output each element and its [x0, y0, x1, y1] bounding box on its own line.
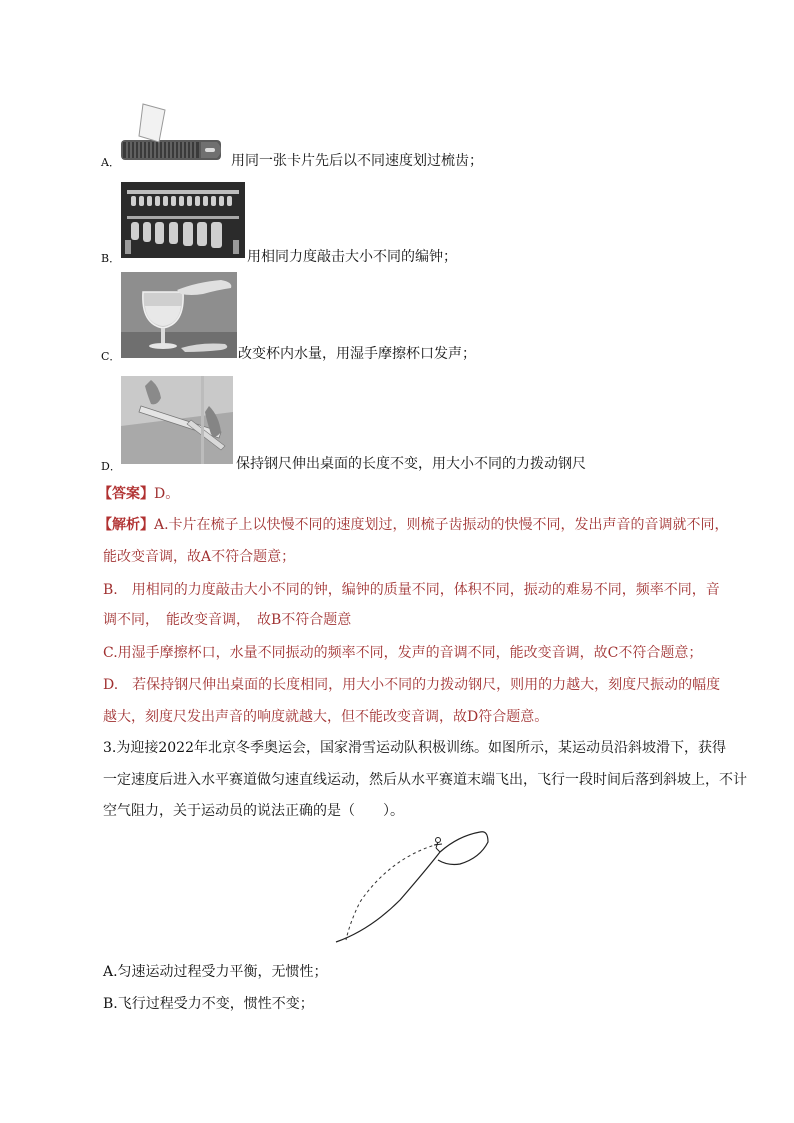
option-a-text: 用同一张卡片先后以不同速度划过梳齿；	[231, 153, 483, 169]
option-d-letter: D．	[101, 460, 121, 473]
analysis-tag: 【解析】	[98, 517, 154, 533]
analysis-d-line1: D. 若保持钢尺伸出桌面的长度相同，用大小不同的力拨动钢尺，则用的力越大，刻度尺振动的幅度	[103, 677, 721, 693]
analysis-b-line1: B. 用相同的力度敲击大小不同的钟，编钟的质量不同，体积不同，振动的难易不同，频率不同，音	[103, 582, 720, 598]
question3-line1: 3.为迎接2022年北京冬季奥运会，国家滑雪运动队积极训练。如图所示，某运动员沿斜坡滑下，获得	[103, 740, 726, 756]
analysis-b-line2: 调不同， 能改变音调， 故B不符合题意	[103, 612, 352, 628]
analysis-d-line2: 越大，刻度尺发出声音的响度就越大，但不能改变音调，故D符合题意。	[103, 709, 549, 725]
ski-jump-trajectory-icon	[330, 830, 490, 946]
analysis-a-line2: 能改变音调，故A不符合题意；	[103, 549, 296, 565]
option-a-letter: A．	[101, 156, 120, 169]
wine-glass-icon	[121, 272, 237, 358]
question3-choice-a: A.匀速运动过程受力平衡，无惯性；	[103, 964, 328, 980]
answer-tag: 【答案】	[98, 486, 154, 502]
analysis-a-line1	[98, 515, 729, 535]
question3-choice-b: B.飞行过程受力不变，惯性不变；	[103, 996, 314, 1012]
steel-ruler-icon	[121, 376, 233, 464]
chime-bells-icon	[121, 182, 245, 258]
option-b-letter: B．	[101, 252, 121, 265]
analysis-a-text1: A.卡片在梳子上以快慢不同的速度划过，则梳子齿振动的快慢不同，发出声音的音调就不同，	[154, 517, 729, 533]
option-c-letter: C．	[101, 350, 121, 363]
question3-line3: 空气阻力，关于运动员的说法正确的是（ ）。	[103, 803, 404, 819]
option-b-text: 用相同力度敲击大小不同的编钟；	[247, 249, 457, 265]
option-d-text: 保持钢尺伸出桌面的长度不变，用大小不同的力拨动钢尺	[236, 456, 586, 472]
question3-line2: 一定速度后进入水平赛道做匀速直线运动，然后从水平赛道末端飞出，飞行一段时间后落到斜坡上，不计	[103, 772, 747, 788]
option-c-text: 改变杯内水量，用湿手摩擦杯口发声；	[238, 346, 476, 362]
answer-value: D。	[154, 486, 180, 502]
answer-line	[98, 484, 179, 504]
analysis-c-line1: C.用湿手摩擦杯口，水量不同振动的频率不同，发声的音调不同，能改变音调，故C不符合题意；	[103, 645, 703, 661]
comb-card-icon	[121, 102, 229, 164]
